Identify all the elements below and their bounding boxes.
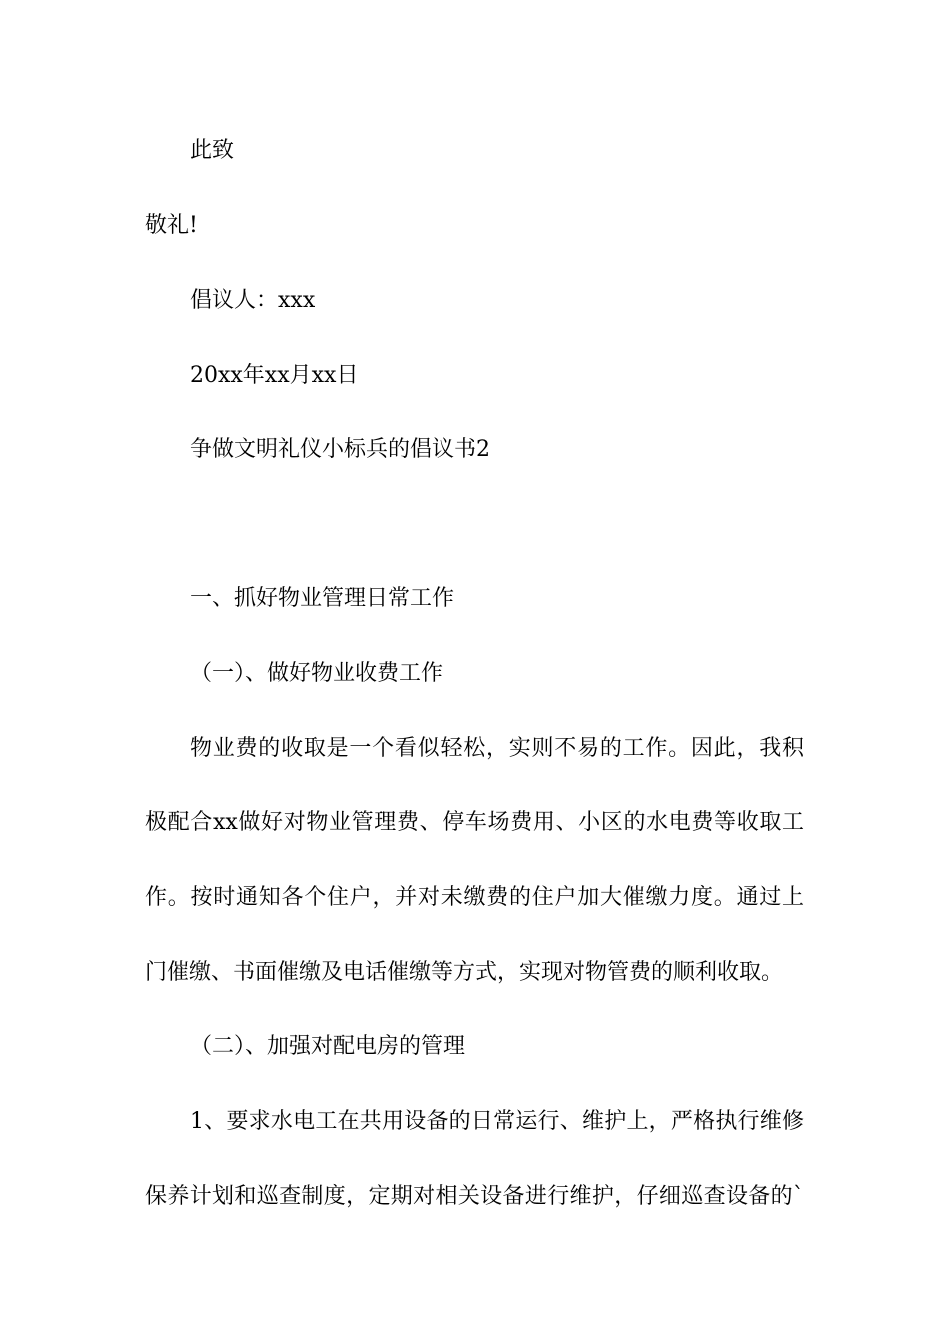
date-line: 20xx年xx月xx日: [190, 363, 359, 388]
next-document-title: 争做文明礼仪小标兵的倡议书2: [190, 437, 490, 462]
paragraph-line: 保养计划和巡查制度，定期对相关设备进行维护，仔细巡查设备的`: [145, 1184, 804, 1209]
closing-regards: 敬礼!: [145, 213, 198, 238]
paragraph-line: 物业费的收取是一个看似轻松，实则不易的工作。因此，我积: [190, 736, 804, 761]
signer-line: 倡议人：xxx: [190, 288, 316, 313]
paragraph-line: 门催缴、书面催缴及电话催缴等方式，实现对物管费的顺利收取。: [145, 960, 784, 985]
closing-salutation: 此致: [190, 138, 235, 163]
subsection-heading-2: （二）、加强对配电房的管理: [190, 1034, 466, 1059]
paragraph-line: 作。按时通知各个住户，并对未缴费的住户加大催缴力度。通过上: [145, 885, 804, 910]
paragraph-line: 1、要求水电工在共用设备的日常运行、维护上，严格执行维修: [190, 1109, 804, 1134]
paragraph-line: 极配合xx做好对物业管理费、停车场费用、小区的水电费等收取工: [145, 810, 804, 835]
subsection-heading-1: （一）、做好物业收费工作: [190, 661, 444, 686]
section-heading: 一、抓好物业管理日常工作: [190, 586, 455, 611]
